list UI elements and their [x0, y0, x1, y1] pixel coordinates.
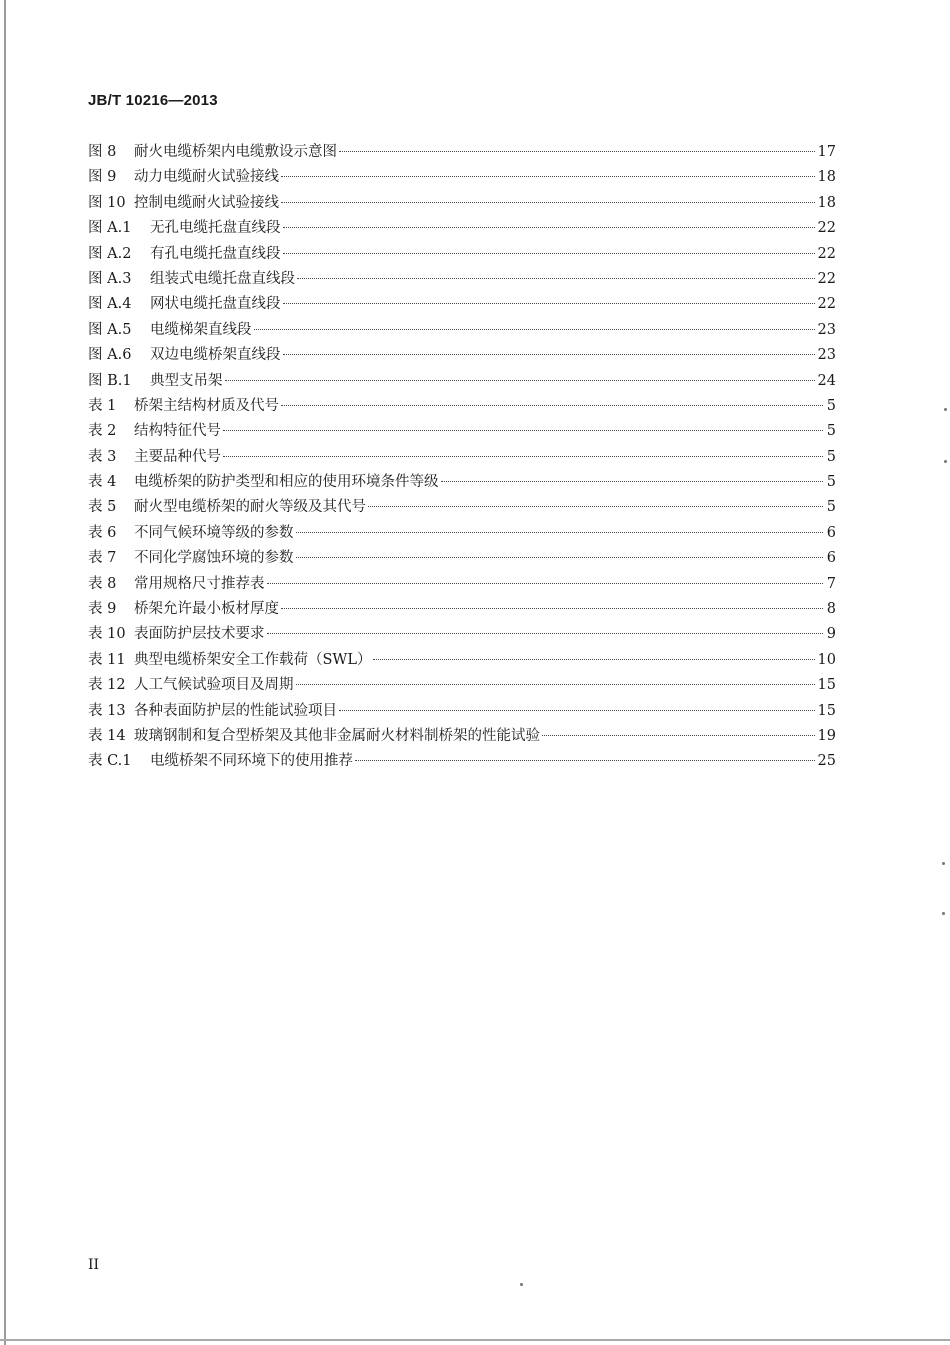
toc-entry[interactable] — [88, 546, 836, 571]
toc-entry-page: 22 — [817, 270, 836, 287]
toc-entry-title: 结构特征代号 — [134, 423, 221, 440]
toc-dot-leader — [267, 633, 824, 634]
scan-speck — [944, 408, 947, 411]
toc-dot-leader — [355, 760, 815, 761]
toc-entry-label: 图 10 — [88, 194, 126, 211]
toc-entry-label: 表 14 — [88, 727, 126, 744]
toc-entry-title: 耐火型电缆桥架的耐火等级及其代号 — [134, 499, 366, 516]
toc-entry-page: 5 — [826, 423, 836, 440]
toc-entry-label: 表 7 — [88, 550, 117, 567]
toc-dot-leader — [223, 430, 823, 431]
toc-entry-label: 图 A.2 — [88, 245, 132, 262]
toc-entry-page: 22 — [817, 245, 836, 262]
toc-entry-label: 表 12 — [88, 677, 126, 694]
toc-entry[interactable] — [88, 597, 836, 622]
scan-speck — [942, 862, 945, 865]
toc-dot-leader — [283, 354, 815, 355]
toc-entry-label: 图 A.6 — [88, 347, 132, 364]
toc-dot-leader — [223, 456, 823, 457]
toc-entry-title: 双边电缆桥架直线段 — [150, 347, 281, 364]
toc-entry[interactable] — [88, 419, 836, 444]
toc-entry-page: 15 — [817, 677, 836, 694]
toc-entry[interactable] — [88, 648, 836, 673]
toc-entry-title: 不同气候环境等级的参数 — [134, 524, 294, 541]
toc-entry-title: 有孔电缆托盘直线段 — [150, 245, 281, 262]
toc-entry-title: 桥架允许最小板材厚度 — [134, 601, 279, 618]
toc-entry[interactable] — [88, 292, 836, 317]
toc-entry-page: 6 — [826, 524, 836, 541]
toc-entry-label: 图 9 — [88, 169, 117, 186]
toc-entry-title: 动力电缆耐火试验接线 — [134, 169, 279, 186]
toc-entry-label: 表 10 — [88, 626, 126, 643]
toc-entry-page: 23 — [817, 321, 836, 338]
toc-entry[interactable] — [88, 521, 836, 546]
toc-entry-page: 18 — [817, 194, 836, 211]
toc-entry-page: 24 — [817, 372, 836, 389]
toc-entry-title: 组装式电缆托盘直线段 — [150, 270, 295, 287]
toc-entry-page: 6 — [826, 550, 836, 567]
toc-entry-page: 25 — [817, 753, 836, 770]
scan-bottom-edge — [0, 1339, 950, 1341]
toc-entry[interactable] — [88, 318, 836, 343]
toc-entry[interactable] — [88, 622, 836, 647]
toc-entry[interactable] — [88, 369, 836, 394]
document-id-header: JB/T 10216—2013 — [88, 92, 218, 109]
toc-entry-label: 表 2 — [88, 423, 117, 440]
toc-dot-leader — [254, 329, 815, 330]
toc-entry-title: 主要品种代号 — [134, 448, 221, 465]
toc-entry[interactable] — [88, 140, 836, 165]
toc-entry[interactable] — [88, 191, 836, 216]
toc-dot-leader — [296, 557, 824, 558]
toc-entry-label: 图 8 — [88, 144, 117, 160]
toc-dot-leader — [281, 608, 823, 609]
scan-speck — [944, 460, 947, 463]
toc-entry-page: 22 — [817, 296, 836, 313]
toc-entry-page: 22 — [817, 220, 836, 237]
toc-entry-label: 图 B.1 — [88, 372, 132, 389]
toc-entry[interactable] — [88, 470, 836, 495]
toc-entry[interactable] — [88, 242, 836, 267]
toc-entry[interactable] — [88, 165, 836, 190]
toc-entry-label: 表 3 — [88, 448, 117, 465]
toc-entry-title: 耐火电缆桥架内电缆敷设示意图 — [134, 144, 337, 160]
toc-entry-label: 表 9 — [88, 601, 117, 618]
toc-entry-title: 桥架主结构材质及代号 — [134, 397, 279, 414]
toc-entry-title: 表面防护层技术要求 — [134, 626, 265, 643]
toc-entry-page: 15 — [817, 702, 836, 719]
toc-dot-leader — [296, 532, 824, 533]
toc-dot-leader — [281, 176, 815, 177]
toc-entry-page: 18 — [817, 169, 836, 186]
toc-entry-title: 网状电缆托盘直线段 — [150, 296, 281, 313]
toc-entry-label: 表 1 — [88, 397, 117, 414]
toc-dot-leader — [339, 710, 815, 711]
toc-entry[interactable] — [88, 394, 836, 419]
toc-entry-title: 不同化学腐蚀环境的参数 — [134, 550, 294, 567]
toc-entry-label: 表 11 — [88, 651, 126, 668]
toc-entry-page: 8 — [826, 601, 836, 618]
toc-entry[interactable] — [88, 699, 836, 724]
toc-entry-label: 图 A.3 — [88, 270, 132, 287]
toc-entry-page: 5 — [826, 499, 836, 516]
toc-dot-leader — [283, 303, 815, 304]
toc-dot-leader — [296, 684, 815, 685]
toc-dot-leader — [542, 735, 815, 736]
toc-dot-leader — [368, 506, 823, 507]
toc-entry-page: 5 — [826, 448, 836, 465]
toc-entry-title: 电缆梯架直线段 — [150, 321, 252, 338]
toc-entry[interactable] — [88, 267, 836, 292]
toc-entry[interactable] — [88, 216, 836, 241]
toc-entry-label: 图 A.1 — [88, 220, 132, 237]
toc-dot-leader — [297, 278, 815, 279]
toc-dot-leader — [281, 202, 815, 203]
toc-dot-leader — [225, 380, 815, 381]
toc-entry-title: 控制电缆耐火试验接线 — [134, 194, 279, 211]
scan-left-edge — [4, 0, 6, 1345]
toc-entry-page: 10 — [817, 651, 836, 668]
toc-dot-leader — [281, 405, 823, 406]
toc-entry[interactable] — [88, 572, 836, 597]
toc-entry-page: 5 — [826, 474, 836, 491]
toc-entry-label: 表 C.1 — [88, 753, 132, 770]
toc-entry-label: 表 6 — [88, 524, 117, 541]
page-number: II — [88, 1257, 100, 1273]
scan-speck — [942, 912, 945, 915]
table-of-contents — [88, 140, 836, 775]
toc-entry-title: 人工气候试验项目及周期 — [134, 677, 294, 694]
toc-entry-title: 电缆桥架不同环境下的使用推荐 — [150, 753, 353, 770]
toc-entry-page: 5 — [826, 397, 836, 414]
toc-entry-label: 图 A.4 — [88, 296, 132, 313]
toc-entry-label: 表 5 — [88, 499, 117, 516]
toc-dot-leader — [283, 227, 815, 228]
toc-entry-title: 电缆桥架的防护类型和相应的使用环境条件等级 — [134, 474, 439, 491]
toc-entry-title: 典型电缆桥架安全工作载荷（SWL） — [134, 651, 372, 668]
toc-dot-leader — [267, 583, 824, 584]
toc-entry[interactable] — [88, 749, 836, 774]
toc-entry-title: 各种表面防护层的性能试验项目 — [134, 702, 337, 719]
toc-entry-label: 表 8 — [88, 575, 117, 592]
toc-entry-label: 图 A.5 — [88, 321, 132, 338]
toc-dot-leader — [441, 481, 824, 482]
toc-entry-page: 23 — [817, 347, 836, 364]
toc-dot-leader — [373, 659, 814, 660]
toc-entry[interactable] — [88, 724, 836, 749]
toc-entry-title: 常用规格尺寸推荐表 — [134, 575, 265, 592]
toc-entry[interactable] — [88, 343, 836, 368]
toc-entry-page: 17 — [817, 144, 836, 160]
toc-entry-page: 19 — [817, 727, 836, 744]
toc-entry-label: 表 13 — [88, 702, 126, 719]
toc-entry[interactable] — [88, 495, 836, 520]
toc-dot-leader — [283, 253, 815, 254]
toc-entry[interactable] — [88, 445, 836, 470]
scan-speck — [520, 1283, 523, 1286]
toc-entry-label: 表 4 — [88, 474, 117, 491]
toc-entry-title: 无孔电缆托盘直线段 — [150, 220, 281, 237]
toc-entry-page: 7 — [826, 575, 836, 592]
toc-entry-title: 典型支吊架 — [150, 372, 223, 389]
toc-entry[interactable] — [88, 673, 836, 698]
toc-entry-page: 9 — [826, 626, 836, 643]
toc-dot-leader — [339, 151, 815, 152]
toc-entry-title: 玻璃钢制和复合型桥架及其他非金属耐火材料制桥架的性能试验 — [134, 727, 540, 744]
